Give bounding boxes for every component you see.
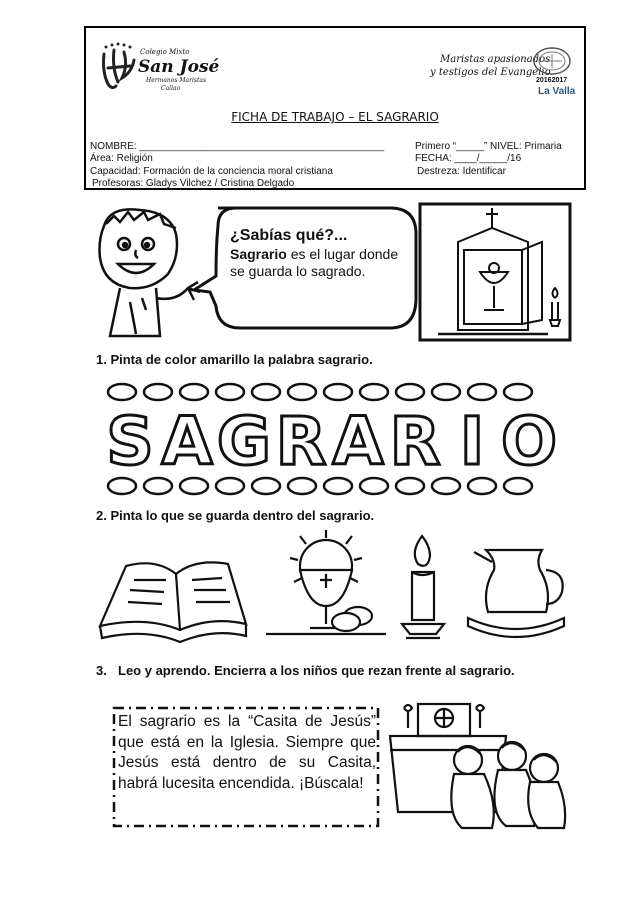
bead <box>504 384 532 400</box>
bead <box>432 384 460 400</box>
bead <box>108 384 136 400</box>
word-art-letter[interactable]: R <box>389 403 441 480</box>
school-line3: Hermanos Maristas <box>146 77 207 84</box>
book-picture <box>100 562 246 642</box>
bead <box>360 478 388 494</box>
field-area: Área: Religión <box>90 153 153 164</box>
bead <box>396 478 424 494</box>
sagrario-letters <box>106 403 557 480</box>
bead <box>468 384 496 400</box>
worksheet-title: FICHA DE TRABAJO – EL SAGRARIO <box>231 110 439 124</box>
bead <box>216 478 244 494</box>
question-3-text: Leo y aprendo. Encierra a los niños que rezan frente al sagrario. <box>118 663 515 678</box>
bead <box>360 384 388 400</box>
school-line1: Colegio Mixto <box>140 48 190 56</box>
bead <box>288 478 316 494</box>
bead <box>504 478 532 494</box>
school-line4: Callao <box>161 85 181 92</box>
bead <box>288 384 316 400</box>
motto-line1: Maristas apasionados <box>440 54 551 65</box>
word-art-letter[interactable]: I <box>459 403 485 480</box>
bead <box>252 384 280 400</box>
word-art-letter[interactable]: O <box>500 403 558 480</box>
bead <box>432 478 460 494</box>
word-art-letter[interactable]: A <box>332 403 384 480</box>
question-3 <box>96 662 566 679</box>
bead <box>180 478 208 494</box>
sagrario-word-art[interactable] <box>96 378 560 500</box>
bead <box>324 384 352 400</box>
word-art-letter[interactable]: G <box>216 403 272 480</box>
chalice-hosts-picture <box>266 530 386 634</box>
field-nombre[interactable]: NOMBRE: ____________________________________________ <box>90 141 385 152</box>
bead <box>396 384 424 400</box>
motto-line2: y testigos del Evangelio <box>430 67 551 78</box>
field-grado-nivel[interactable]: Primero “_____” NIVEL: Primaria <box>415 141 562 152</box>
bubble-text <box>230 226 400 280</box>
bead <box>180 384 208 400</box>
bead <box>144 384 172 400</box>
word-art-letter[interactable]: S <box>106 403 154 480</box>
candle-picture <box>402 536 444 638</box>
bead <box>216 384 244 400</box>
tabernacle-picture <box>418 202 572 342</box>
bubble-body: es el lugar donde se guarda lo sagrado. <box>230 246 399 279</box>
school-logo-icon <box>98 42 138 94</box>
field-profesoras: Profesoras: Gladys Vilchez / Cristina Delgado <box>92 178 295 189</box>
children-praying-picture[interactable] <box>388 694 568 834</box>
field-fecha[interactable]: FECHA: ____/_____/16 <box>415 153 522 164</box>
objects-row <box>96 530 566 650</box>
school-name: San José <box>138 57 220 77</box>
beads-top-row <box>108 384 532 400</box>
question-3-number: 3. <box>96 663 107 678</box>
boy-illustration <box>100 209 201 336</box>
lavalla-years: 20162017 <box>536 77 568 84</box>
word-art-letter[interactable]: R <box>275 403 327 480</box>
field-capacidad: Capacidad: Formación de la conciencia moral cristiana <box>90 166 333 177</box>
question-1: 1. Pinta de color amarillo la palabra sagrario. <box>96 352 373 367</box>
bubble-keyword: Sagrario <box>230 246 287 262</box>
beads-bottom-row <box>108 478 532 494</box>
word-art-letter[interactable]: A <box>161 403 213 480</box>
bead <box>468 478 496 494</box>
bead <box>144 478 172 494</box>
reading-text: El sagrario es la “Casita de Jesús” que está en la Iglesia. Siempre que Jesús está dentro de su Casita, habrá lucesita encendida. ¡Búscala! <box>118 713 376 792</box>
question-2: 2. Pinta lo que se guarda dentro del sagrario. <box>96 508 375 523</box>
lavalla-seal-icon <box>532 46 572 76</box>
bead <box>324 478 352 494</box>
bubble-title: ¿Sabías qué?... <box>230 227 348 244</box>
bead <box>252 478 280 494</box>
worksheet-header <box>84 26 586 190</box>
lavalla-name: La Valla <box>538 86 576 97</box>
jug-basin-picture <box>468 550 564 637</box>
field-destreza: Destreza: Identificar <box>417 166 506 177</box>
bead <box>108 478 136 494</box>
